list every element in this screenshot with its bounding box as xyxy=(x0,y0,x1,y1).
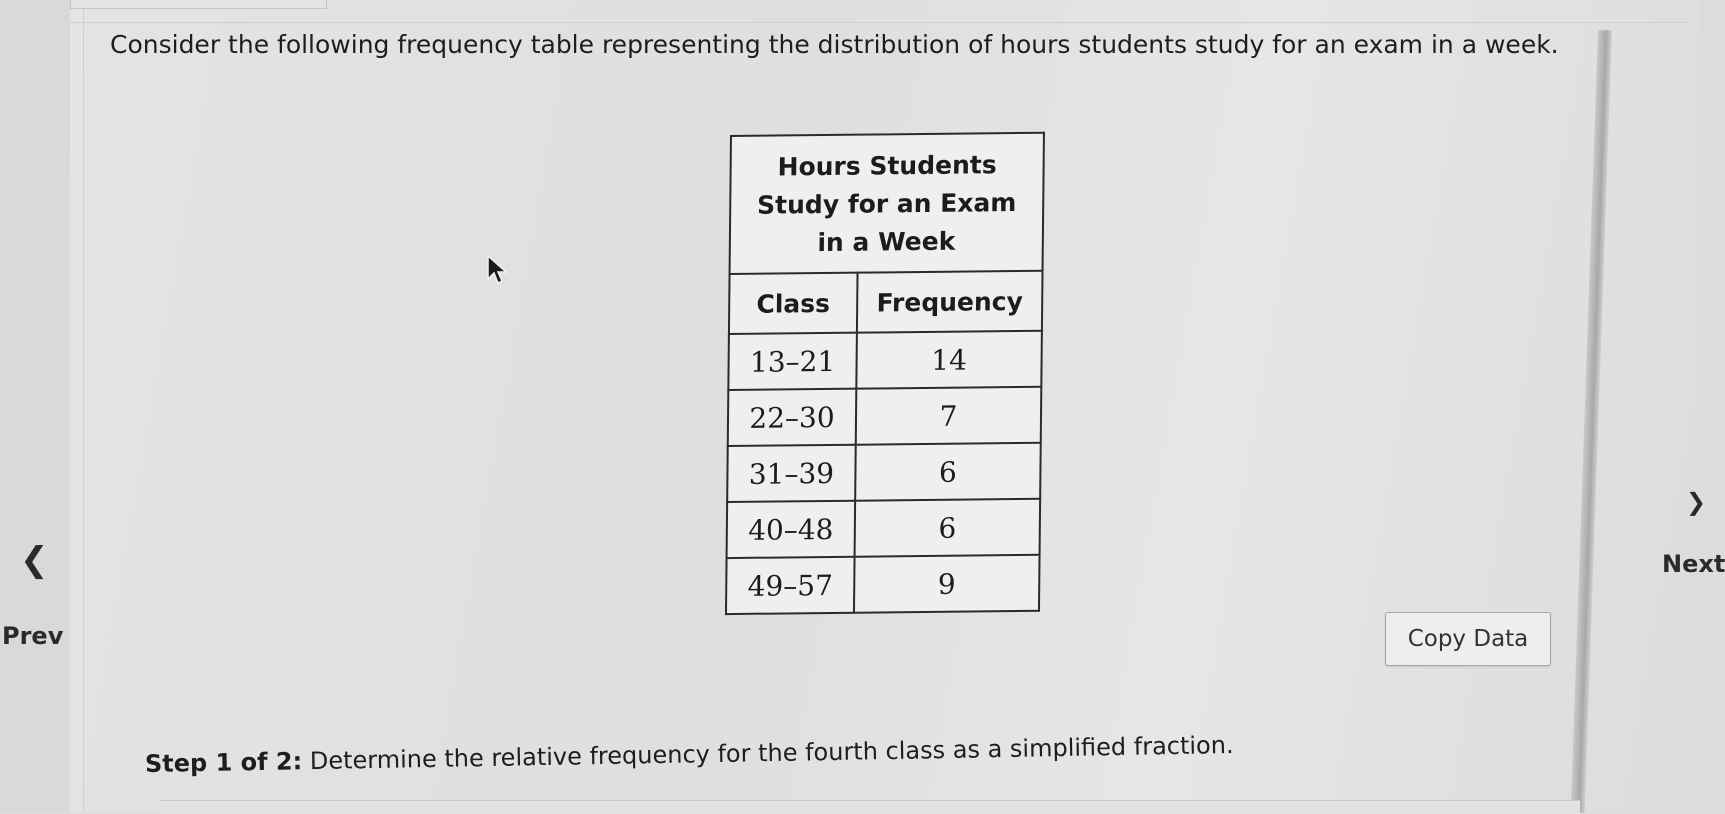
table-caption-row xyxy=(730,133,1044,274)
copy-data-button[interactable]: Copy Data xyxy=(1385,612,1551,666)
table-row xyxy=(727,443,1041,502)
answer-area xyxy=(160,800,1580,814)
table-caption-line: Study for an Exam xyxy=(756,188,1017,220)
step-instruction xyxy=(145,731,1234,778)
class-cell: 13–21 xyxy=(728,333,857,390)
right-edge xyxy=(1571,30,1612,813)
class-cell: 40–48 xyxy=(727,501,856,558)
table-row xyxy=(726,555,1040,614)
frequency-cell: 6 xyxy=(855,443,1041,501)
table-caption-line: in a Week xyxy=(817,226,956,258)
chevron-left-icon[interactable]: ❮ xyxy=(20,540,49,580)
table-row xyxy=(728,331,1042,390)
chevron-right-icon[interactable]: ❯ xyxy=(1686,488,1707,516)
table-caption-line: Hours Students xyxy=(777,150,997,182)
table-caption xyxy=(730,133,1044,274)
column-header-frequency: Frequency xyxy=(857,271,1043,333)
table-row xyxy=(727,499,1041,558)
next-nav[interactable] xyxy=(1650,488,1725,588)
frequency-cell: 6 xyxy=(855,499,1041,557)
table-row xyxy=(728,387,1042,446)
class-cell: 31–39 xyxy=(727,445,856,502)
column-header-class: Class xyxy=(729,273,858,334)
table-header-row xyxy=(729,271,1043,334)
top-tab xyxy=(70,0,327,9)
class-cell: 49–57 xyxy=(726,557,855,614)
prev-label[interactable]: Prev xyxy=(2,622,64,650)
frequency-cell: 9 xyxy=(854,555,1040,613)
frequency-cell: 14 xyxy=(856,331,1042,389)
step-prompt: Determine the relative frequency for the fourth class as a simplified fraction. xyxy=(301,731,1234,776)
mouse-cursor-icon xyxy=(487,255,509,287)
class-cell: 22–30 xyxy=(728,389,857,446)
frequency-table xyxy=(725,132,1045,615)
step-label: Step 1 of 2: xyxy=(144,747,303,778)
divider xyxy=(70,22,1690,23)
divider xyxy=(83,0,84,813)
next-label[interactable]: Next xyxy=(1662,550,1725,578)
left-margin xyxy=(0,0,70,813)
question-text: Consider the following frequency table representing the distribution of hours students study for an exam in a week. xyxy=(110,30,1559,59)
frequency-cell: 7 xyxy=(856,387,1042,445)
